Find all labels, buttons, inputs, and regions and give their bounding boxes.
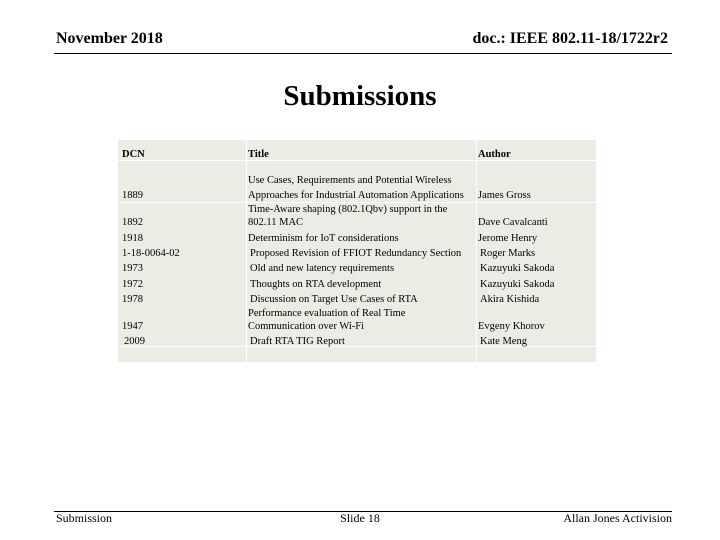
title-cell-line: 802.11 MAC xyxy=(248,217,304,228)
title-cell: Discussion on Target Use Cases of RTA xyxy=(250,294,418,305)
title-cell-line: Communication over Wi-Fi xyxy=(248,321,365,332)
dcn-cell: 1889 xyxy=(122,190,143,201)
column-divider xyxy=(246,140,247,362)
author-cell: Evgeny Khorov xyxy=(478,321,545,332)
column-divider xyxy=(476,140,477,362)
footer-slide-number: Slide 18 xyxy=(340,511,380,525)
row-divider xyxy=(118,160,596,161)
footer-author: Allan Jones Activision xyxy=(563,511,672,525)
author-cell: Roger Marks xyxy=(480,248,536,259)
title-cell-line: Approaches for Industrial Automation Applications xyxy=(248,190,464,201)
dcn-cell: 1978 xyxy=(122,294,143,305)
header-doc-number: doc.: IEEE 802.11-18/1722r2 xyxy=(472,30,668,47)
submissions-table xyxy=(118,140,596,362)
column-header-dcn: DCN xyxy=(122,149,145,160)
title-cell: Old and new latency requirements xyxy=(250,263,395,274)
dcn-cell: 2009 xyxy=(124,336,145,347)
header-divider xyxy=(54,53,672,54)
footer-submission: Submission xyxy=(56,511,113,525)
title-cell: Draft RTA TIG Report xyxy=(250,336,345,347)
author-cell: James Gross xyxy=(478,190,531,201)
dcn-cell: 1918 xyxy=(122,233,143,244)
author-cell: Jerome Henry xyxy=(478,233,538,244)
author-cell: Dave Cavalcanti xyxy=(478,217,548,228)
author-cell: Kate Meng xyxy=(480,336,527,347)
dcn-cell: 1972 xyxy=(122,279,143,290)
title-cell: Thoughts on RTA development xyxy=(250,279,382,290)
title-cell-line: Time-Aware shaping (802.1Qbv) support in the xyxy=(248,204,448,215)
slide-title: Submissions xyxy=(283,80,437,112)
author-cell: Kazuyuki Sakoda xyxy=(480,279,555,290)
title-cell-line: Use Cases, Requirements and Potential Wireless xyxy=(248,175,452,186)
author-cell: Kazuyuki Sakoda xyxy=(480,263,555,274)
title-cell: Determinism for IoT considerations xyxy=(248,233,399,244)
title-cell: Proposed Revision of FFIOT Redundancy Section xyxy=(250,248,462,259)
header-date: November 2018 xyxy=(56,30,163,47)
dcn-cell: 1947 xyxy=(122,321,143,332)
author-cell: Akira Kishida xyxy=(480,294,540,305)
column-header-title: Title xyxy=(248,149,269,160)
dcn-cell: 1-18-0064-02 xyxy=(122,248,180,259)
dcn-cell: 1973 xyxy=(122,263,143,274)
column-header-author: Author xyxy=(478,149,511,160)
title-cell-line: Performance evaluation of Real Time xyxy=(248,308,406,319)
dcn-cell: 1892 xyxy=(122,217,143,228)
